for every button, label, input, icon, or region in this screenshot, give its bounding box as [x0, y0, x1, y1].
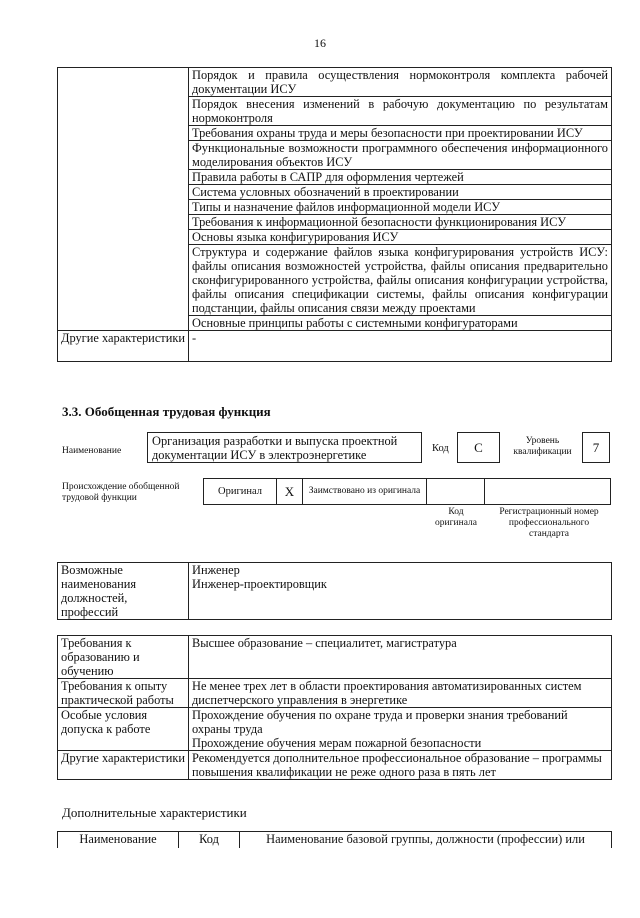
code-label: Код: [432, 443, 449, 454]
knowledge-item: Основные принципы работы с системными конфигураторами: [189, 316, 612, 331]
positions-label: Возможные наименования должностей, профессий: [58, 563, 189, 620]
reg-number-cell: [484, 478, 611, 505]
requirement-label: Требования к образованию и обучению: [58, 636, 189, 679]
knowledge-item: Основы языка конфигурирования ИСУ: [189, 230, 612, 245]
function-name-box: Организация разработки и выпуска проектной документации ИСУ в электроэнергетике: [147, 432, 422, 463]
origin-code-label: Код оригинала: [435, 507, 477, 528]
other-characteristics-value: -: [189, 331, 612, 362]
knowledge-item: Порядок внесения изменений в рабочую документацию по результатам нормоконтроля: [189, 97, 612, 126]
origin-code-cell: [426, 478, 485, 505]
requirement-label: Требования к опыту практической работы: [58, 679, 189, 708]
additional-header: Наименование базовой группы, должности (профессии) или: [240, 832, 612, 849]
requirement-value: Рекомендуется дополнительное профессиональное образование – программы повышения квалификации не реже одного раза в пять лет: [189, 751, 612, 780]
additional-header: Код: [179, 832, 240, 849]
name-label: Наименование: [62, 446, 122, 456]
requirement-line: Прохождение обучения по охране труда и проверки знания требований охраны труда: [192, 708, 568, 736]
borrowed-cell: Заимствовано из оригинала: [302, 478, 427, 505]
additional-header: Наименование: [58, 832, 179, 849]
knowledge-label-cell: [58, 68, 189, 331]
knowledge-item: Структура и содержание файлов языка конфигурирования устройств ИСУ: файлы описания возможностей устройства, файлы описания предварительно сконфигурированного устройства, файлы описания конфигурации устройства, файлы описания спецификации системы, файлы описания конфигурации подстанции, файлы описания связи между проектами: [189, 245, 612, 316]
other-characteristics-label: Другие характеристики: [58, 331, 189, 362]
requirement-label: Другие характеристики: [58, 751, 189, 780]
knowledge-table: [57, 67, 612, 362]
requirements-table: [57, 635, 612, 780]
knowledge-item: Порядок и правила осуществления нормоконтроля комплекта рабочей документации ИСУ: [189, 68, 612, 97]
additional-table: [57, 831, 612, 848]
position-item: Инженер: [192, 563, 240, 577]
code-value-box: C: [457, 432, 500, 463]
knowledge-item: Правила работы в САПР для оформления чертежей: [189, 170, 612, 185]
positions-table: [57, 562, 612, 620]
knowledge-item: Система условных обозначений в проектировании: [189, 185, 612, 200]
knowledge-item: Требования к информационной безопасности функционирования ИСУ: [189, 215, 612, 230]
position-item: Инженер-проектировщик: [192, 577, 327, 591]
level-value-box: 7: [582, 432, 610, 463]
section-title: 3.3. Обобщенная трудовая функция: [62, 404, 271, 419]
page-number: 16: [314, 36, 326, 50]
requirement-value: Высшее образование – специалитет, магистратура: [189, 636, 612, 679]
origin-label: Происхождение обобщенной трудовой функции: [62, 482, 180, 503]
requirement-line: Прохождение обучения мерам пожарной безопасности: [192, 736, 482, 750]
requirement-value: [189, 708, 612, 751]
reg-number-label: Регистрационный номер профессионального стандарта: [499, 507, 599, 539]
positions-values: [189, 563, 612, 620]
original-cell: Оригинал: [203, 478, 277, 505]
original-mark-cell: X: [276, 478, 303, 505]
level-label: Уровень квалификации: [513, 436, 572, 457]
additional-title: Дополнительные характеристики: [62, 805, 247, 820]
knowledge-item: Типы и назначение файлов информационной модели ИСУ: [189, 200, 612, 215]
knowledge-item: Функциональные возможности программного обеспечения информационного моделирования объектов ИСУ: [189, 141, 612, 170]
knowledge-item: Требования охраны труда и меры безопасности при проектировании ИСУ: [189, 126, 612, 141]
requirement-value: Не менее трех лет в области проектирования автоматизированных систем диспетчерского управления в энергетике: [189, 679, 612, 708]
requirement-label: Особые условия допуска к работе: [58, 708, 189, 751]
